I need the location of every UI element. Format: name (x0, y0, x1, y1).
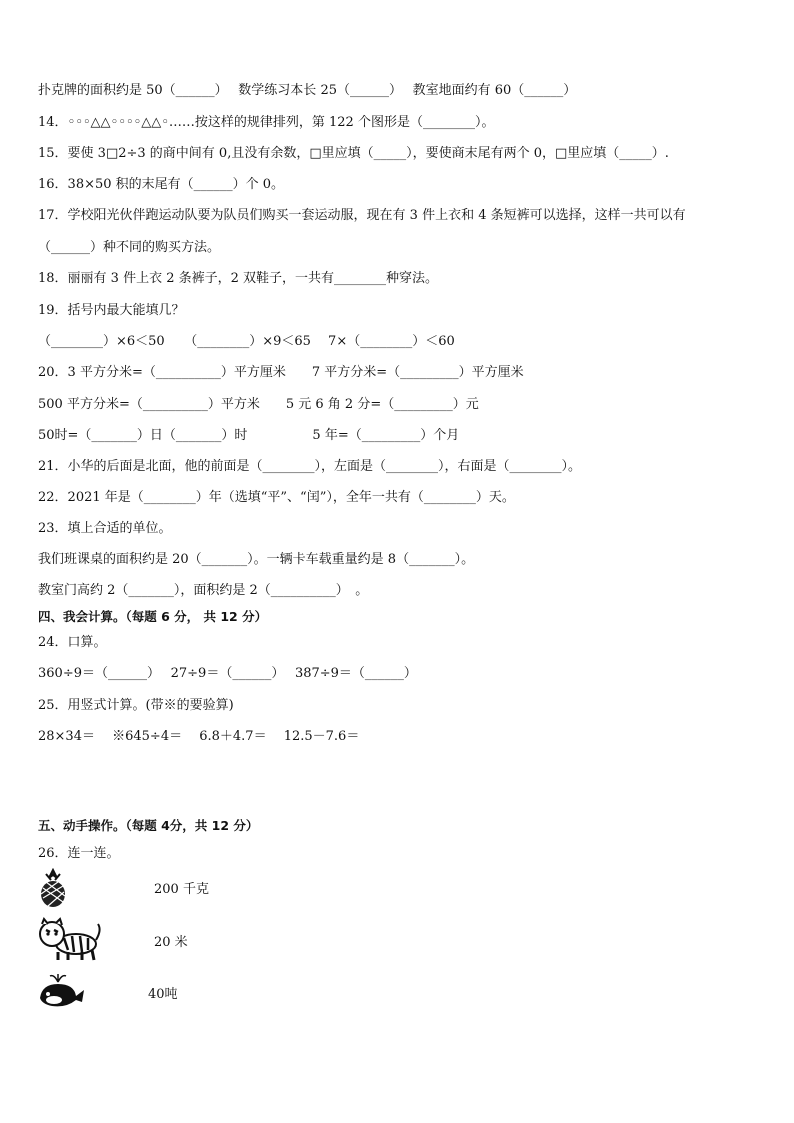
question-25-items: 28×34＝ ※645÷4＝ 6.8＋4.7＝ 12.5－7.6＝ (38, 729, 360, 744)
question-19: 19．括号内最大能填几？ (38, 303, 185, 318)
question-18: 18．丽丽有 3 件上衣 2 条裤子，2 双鞋子，一共有________种穿法。 (38, 271, 439, 286)
question-20-line-1: 20．3 平方分米=（__________）平方厘米 7 平方分米=（_________）平方厘米 (38, 365, 524, 380)
question-24: 24．口算。 (38, 635, 107, 650)
match-option-40t[interactable]: 40吨 (148, 987, 178, 1002)
question-16: 16．38×50 积的末尾有（______）个 0。 (38, 177, 285, 192)
question-17-line-2: （______）种不同的购买方法。 (38, 240, 221, 255)
question-14: 14．◦◦◦△△◦◦◦◦△△◦……按这样的规律排列，第 122 个图形是（________）。 (38, 115, 495, 130)
question-17-line-1: 17．学校阳光伙伴跑运动队要为队员们购买一套运动服，现在有 3 件上衣和 4 条短裤可以选择，这样一共可以有 (38, 208, 686, 223)
question-26: 26．连一连。 (38, 846, 120, 861)
question-25: 25．用竖式计算。(带※的要验算) (38, 698, 234, 713)
question-21: 21．小华的后面是北面，他的前面是（________），左面是（________），右面是（________）。 (38, 459, 582, 474)
pineapple-icon (36, 868, 70, 908)
question-23-line-2: 教室门高约 2（_______），面积约是 2（__________） 。 (38, 583, 369, 598)
match-option-20m[interactable]: 20 米 (154, 935, 188, 950)
question-23-line-1: 我们班课桌的面积约是 20（_______）。一辆卡车载重量约是 8（_______）。 (38, 552, 475, 567)
question-20-line-3: 50时=（_______）日（_______）时 5 年=（_________）个月 (38, 428, 460, 443)
question-15: 15．要使 3□2÷3 的商中间有 0,且没有余数，□里应填（_____），要使商末尾有两个 0，□里应填（_____）. (38, 146, 669, 161)
section-5-heading: 五、动手操作。（每题 4分，共 12 分） (38, 818, 259, 833)
question-19-items: （________）×6＜50 （________）×9＜65 7×（________）＜60 (38, 334, 455, 349)
tiger-icon (34, 916, 104, 962)
question-24-items: 360÷9＝（______） 27÷9＝（______） 387÷9＝（______） (38, 666, 417, 681)
section-4-heading: 四、我会计算。（每题 6 分， 共 12 分） (38, 609, 268, 624)
question-23: 23．填上合适的单位。 (38, 521, 172, 536)
fill-blank-units-line: 扑克牌的面积约是 50（______） 数学练习本长 25（______） 教室地面约有 60（______） (38, 83, 577, 98)
question-20-line-2: 500 平方分米=（__________）平方米 5 元 6 角 2 分=（_________）元 (38, 397, 479, 412)
question-22: 22．2021 年是（________）年（选填“平”、“闰”），全年一共有（________）天。 (38, 490, 515, 505)
match-option-200kg[interactable]: 200 千克 (154, 882, 209, 897)
whale-icon (36, 970, 86, 1010)
